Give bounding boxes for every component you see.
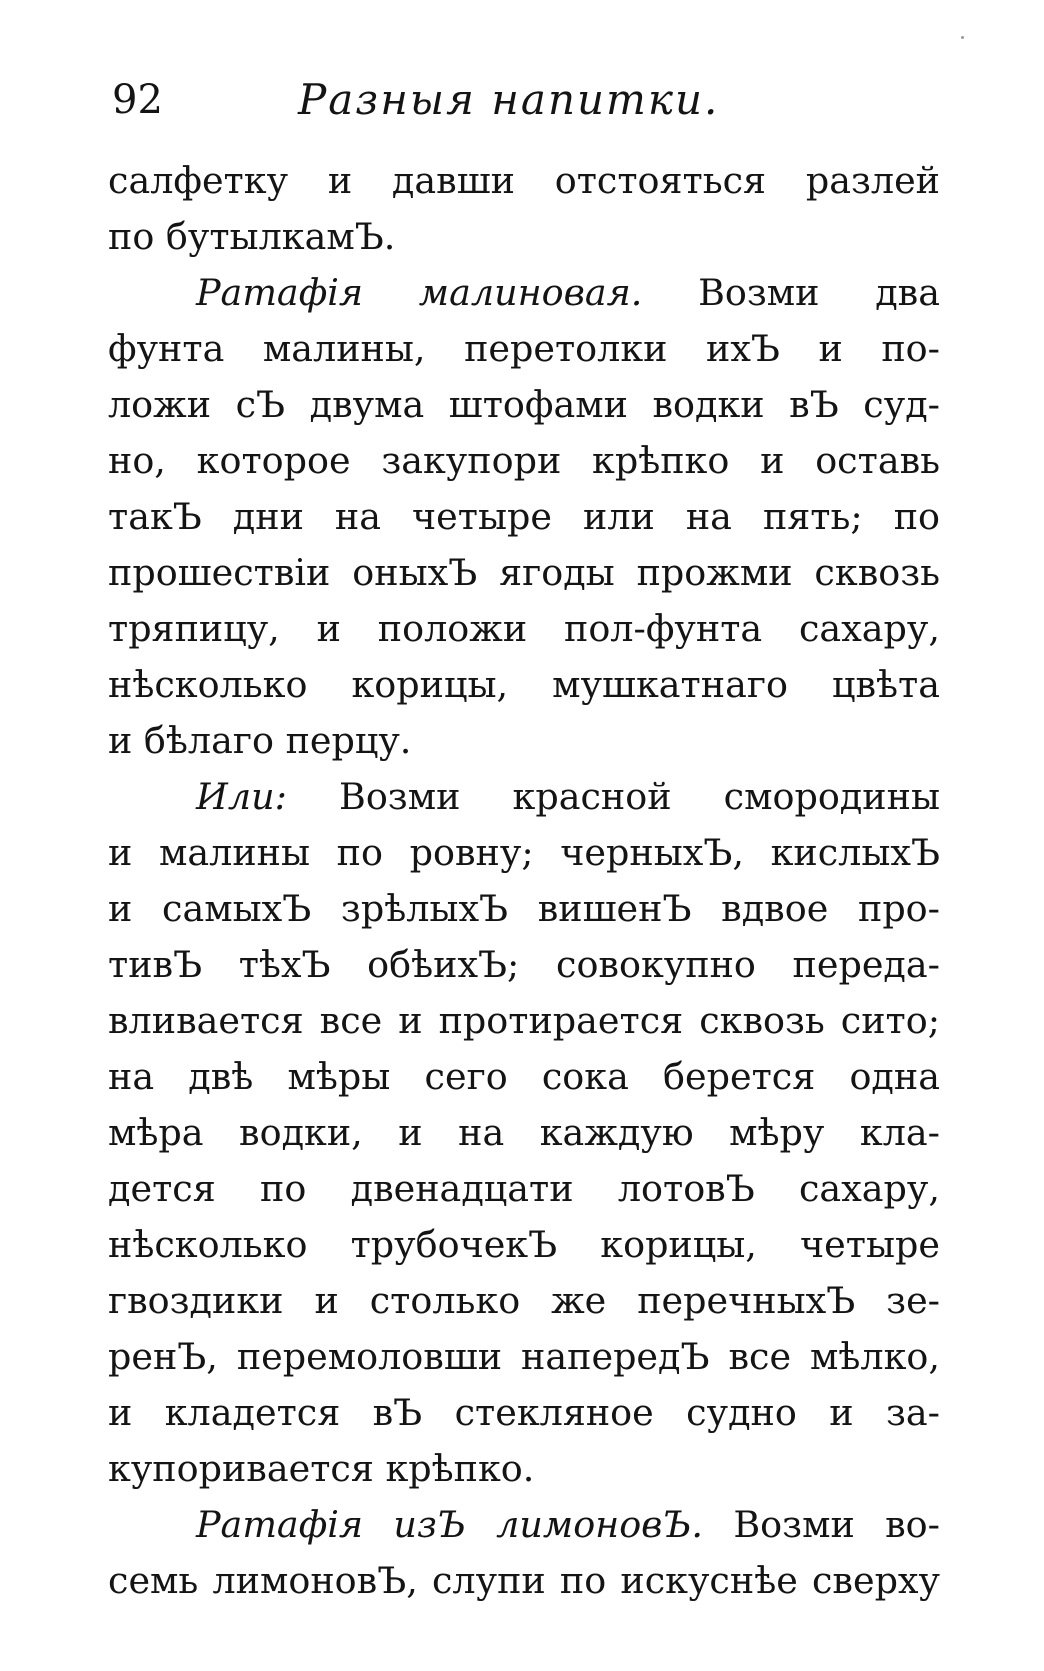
line-text: семь лимоновЪ, слупи по искуснѣе сверху [108,1559,940,1602]
line-text: и самыхЪ зрѣлыхЪ вишенЪ вдвое про- [108,887,940,930]
line-text: вливается все и протирается сквозь сито; [108,999,940,1042]
text-line [108,881,940,937]
running-title: Разныя напитки. [298,75,720,124]
line-text: Возми красной смородины [286,775,940,818]
text-line [108,937,940,993]
line-text: Возми два [642,271,940,314]
line-text: на двѣ мѣры сего сока берется одна [108,1055,940,1098]
text-line [108,1385,940,1441]
text-line [108,321,940,377]
text-line [108,545,940,601]
text-line [108,993,940,1049]
line-text: ренЪ, перемоловши напередЪ все мѣлко, [108,1335,940,1378]
line-text: и бѣлаго перцу. [108,719,412,762]
page-speck [961,36,964,39]
text-line [108,209,940,265]
text-line [108,1105,940,1161]
text-line [108,153,940,209]
line-text: нѣсколько трубочекЪ корицы, четыре [108,1223,940,1266]
line-text: по бутылкамЪ. [108,215,396,258]
line-text: и кладется вЪ стекляное судно и за- [108,1391,940,1434]
text-line [108,825,940,881]
recipe-title: Ратафія малиновая. [196,271,643,314]
recipe-title: Ратафія изЪ лимоновЪ. [196,1503,704,1546]
line-text: прошествіи оныхЪ ягоды прожми сквозь [108,551,940,594]
line-text: Возми во- [703,1503,940,1546]
line-text: тивЪ тѣхЪ обѣихЪ; совокупно переда- [108,943,940,986]
page-header [108,72,948,132]
line-text: фунта малины, перетолки ихЪ и по- [108,327,940,370]
text-line [108,769,940,825]
text-line [108,1217,940,1273]
line-text: гвоздики и столько же перечныхЪ зе- [108,1279,940,1322]
line-text: нѣсколько корицы, мушкатнаго цвѣта [108,663,940,706]
text-line [108,713,940,769]
line-text: тряпицу, и положи пол-фунта сахару, [108,607,940,650]
line-text: ложи сЪ двума штофами водки вЪ суд- [108,383,940,426]
line-text: и малины по ровну; черныхЪ, кислыхЪ [108,831,940,874]
text-line [108,1329,940,1385]
text-line [108,377,940,433]
page-number: 92 [112,77,163,123]
text-line [108,1553,940,1609]
text-line [108,1441,940,1497]
recipe-title: Или: [196,775,287,818]
line-text: купоривается крѣпко. [108,1447,535,1490]
line-text: но, которое закупори крѣпко и оставь [108,439,940,482]
text-line [108,433,940,489]
line-text: дется по двенадцати лотовЪ сахару, [108,1167,940,1210]
text-line [108,489,940,545]
text-line [108,265,940,321]
text-line [108,601,940,657]
text-line [108,1273,940,1329]
text-line [108,1049,940,1105]
line-text: мѣра водки, и на каждую мѣру кла- [108,1111,940,1154]
line-text: такЪ дни на четыре или на пять; по [108,495,940,538]
text-line [108,1161,940,1217]
text-line [108,1497,940,1553]
line-text: салфетку и давши отстояться разлей [108,159,940,202]
body-text [108,153,940,1609]
text-line [108,657,940,713]
